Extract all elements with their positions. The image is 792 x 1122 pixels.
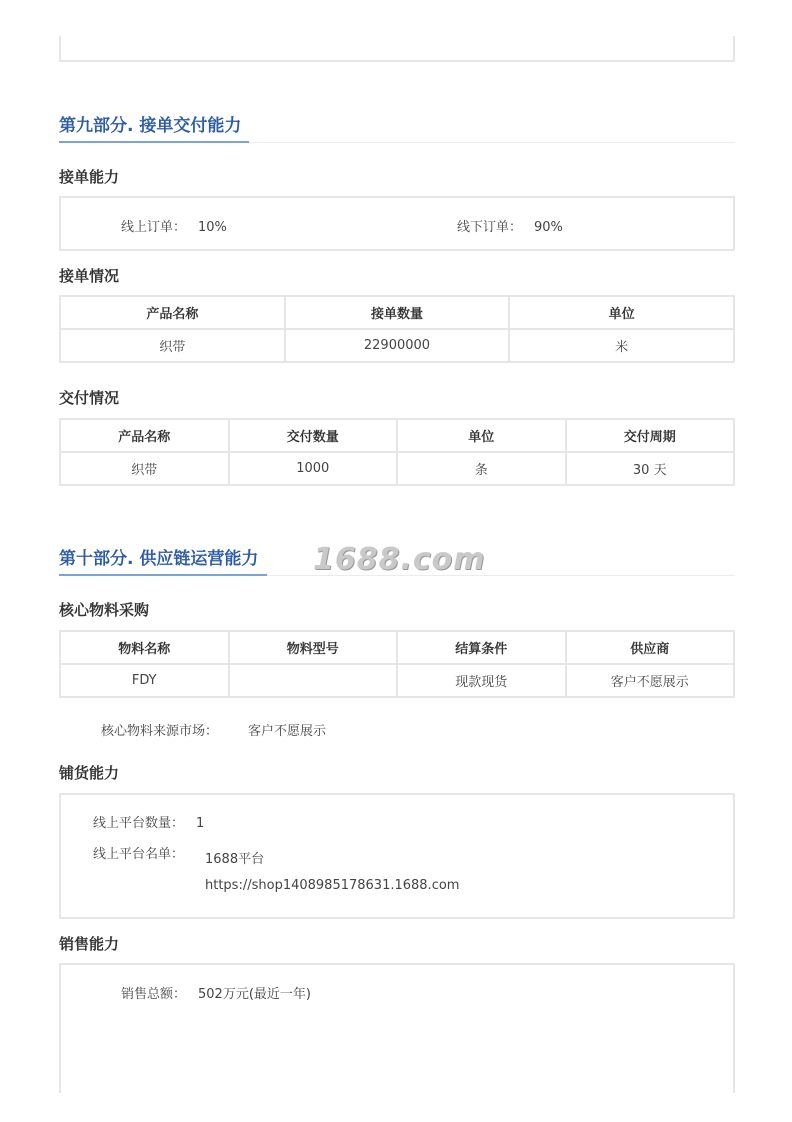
table-cell: 织带 (60, 329, 285, 362)
order-capacity-title: 接单能力 (59, 168, 120, 186)
table-cell: 米 (509, 329, 734, 362)
offline-orders (457, 216, 563, 235)
table-row (60, 329, 734, 362)
table-cell: 30 天 (566, 452, 735, 485)
delivery-status-title: 交付情况 (59, 389, 120, 407)
core-material-source-value: 客户不愿展示 (248, 724, 327, 739)
table-header-cell: 交付数量 (229, 419, 398, 452)
section-10-title: 第十部分. 供应链运营能力 (59, 549, 259, 569)
platform-url-link[interactable]: https://shop1408985178631.1688.com (205, 878, 460, 893)
platform-list-label: 线上平台名单： (93, 847, 185, 862)
table-row (60, 664, 734, 697)
table-cell: 织带 (60, 452, 229, 485)
core-material-source-label: 核心物料来源市场： (101, 724, 219, 739)
table-header-cell: 单位 (509, 296, 734, 329)
table-header-row (60, 419, 734, 452)
table-header-cell: 产品名称 (60, 419, 229, 452)
table-header-cell: 产品名称 (60, 296, 285, 329)
section-10-title-underline (59, 574, 267, 576)
table-cell (229, 664, 398, 697)
platform-count-label: 线上平台数量： (93, 816, 185, 831)
table-cell: 现款现货 (397, 664, 566, 697)
core-material-title: 核心物料采购 (59, 601, 150, 619)
section-9-title-underline (59, 141, 249, 143)
watermark-logo: 1688.com (313, 542, 486, 577)
table-row (60, 452, 734, 485)
table-cell: FDY (60, 664, 229, 697)
table-cell: 客户不愿展示 (566, 664, 735, 697)
table-header-cell: 结算条件 (397, 631, 566, 664)
section-9-title: 第九部分. 接单交付能力 (59, 116, 242, 136)
table-cell: 22900000 (285, 329, 510, 362)
online-orders-value: 10% (198, 220, 227, 235)
platform-list (93, 843, 184, 862)
order-status-title: 接单情况 (59, 267, 120, 285)
table-header-cell: 物料型号 (229, 631, 398, 664)
distribution-title: 铺货能力 (59, 764, 120, 782)
table-cell: 条 (397, 452, 566, 485)
order-status-table (59, 295, 735, 363)
sales-total-label: 销售总额： (121, 987, 187, 1002)
previous-section-box (59, 36, 735, 62)
online-orders-label: 线上订单： (121, 220, 187, 235)
platform-name: 1688平台 (205, 852, 265, 867)
table-cell: 1000 (229, 452, 398, 485)
offline-orders-value: 90% (534, 220, 563, 235)
sales-total-value: 502万元(最近一年) (198, 987, 311, 1002)
platform-count (93, 812, 204, 831)
table-header-cell: 交付周期 (566, 419, 735, 452)
table-header-row (60, 296, 734, 329)
core-material-source (101, 720, 326, 739)
table-header-cell: 物料名称 (60, 631, 229, 664)
sales-total (121, 983, 311, 1002)
sales-title: 销售能力 (59, 935, 120, 953)
delivery-status-table (59, 418, 735, 486)
offline-orders-label: 线下订单： (457, 220, 523, 235)
platform-count-value: 1 (196, 816, 205, 831)
table-header-cell: 接单数量 (285, 296, 510, 329)
table-header-cell: 单位 (397, 419, 566, 452)
core-material-table (59, 630, 735, 698)
table-header-cell: 供应商 (566, 631, 735, 664)
table-header-row (60, 631, 734, 664)
online-orders (121, 216, 227, 235)
